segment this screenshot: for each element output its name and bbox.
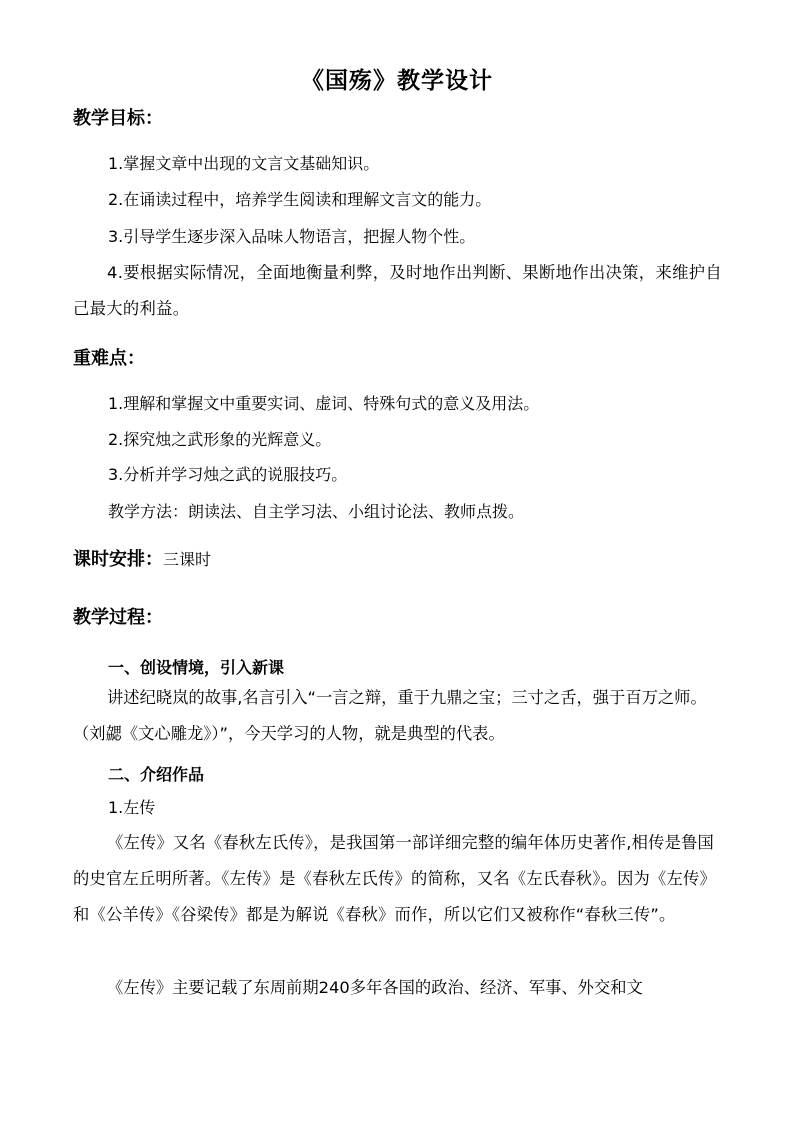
key-point-1: 1.理解和掌握文中重要实词、虚词、特殊句式的意义及用法。 <box>108 394 540 413</box>
objective-item-2: 2.在诵读过程中，培养学生阅读和理解文言文的能力。 <box>108 190 492 209</box>
objectives-heading: 教学目标： <box>73 108 163 129</box>
key-point-2: 2.探究烛之武形象的光辉意义。 <box>108 430 332 449</box>
objective-item-3: 3.引导学生逐步深入品味人物语言，把握人物个性。 <box>108 227 476 246</box>
process-heading: 教学过程： <box>73 607 163 628</box>
schedule-heading: 课时安排： <box>73 549 163 570</box>
schedule-line <box>73 545 211 571</box>
key-points-heading: 重难点： <box>73 348 145 369</box>
page-title: 《国殇》教学设计 <box>301 68 493 94</box>
key-point-3: 3.分析并学习烛之武的说服技巧。 <box>108 465 348 484</box>
schedule-value: 三课时 <box>163 550 212 569</box>
section-2-item-title: 1.左传 <box>108 798 156 817</box>
section-2-para-2: 《左传》主要记载了东周前期240多年各国的政治、经济、军事、外交和文 <box>107 978 643 997</box>
objective-item-1: 1.掌握文章中出现的文言文基础知识。 <box>108 154 380 173</box>
section-1-title: 一、创设情境，引入新课 <box>108 658 285 677</box>
teaching-method: 教学方法：朗读法、自主学习法、小组讨论法、教师点拨。 <box>108 502 525 521</box>
section-2-title: 二、介绍作品 <box>108 765 205 784</box>
section-1-text: 讲述纪晓岚的故事,名言引入“一言之辩，重于九鼎之宝；三寸之舌，强于百万之师。（刘勰《文心雕龙》）”，今天学习的人物，就是典型的代表。 <box>73 688 707 743</box>
objective-item-4: 4.要根据实际情况，全面地衡量利弊，及时地作出判断、果断地作出决策，来维护自己最大的利益。 <box>73 263 722 318</box>
section-2-para-1: 《左传》又名《春秋左氏传》，是我国第一部详细完整的编年体历史著作,相传是鲁国的史官左丘明所著。《左传》是《春秋左氏传》的简称，又名《左氏春秋》。因为《左传》和《公羊传》《谷梁传》都是为解说《春秋》而作，所以它们又被称作“春秋三传”。 <box>73 833 716 924</box>
